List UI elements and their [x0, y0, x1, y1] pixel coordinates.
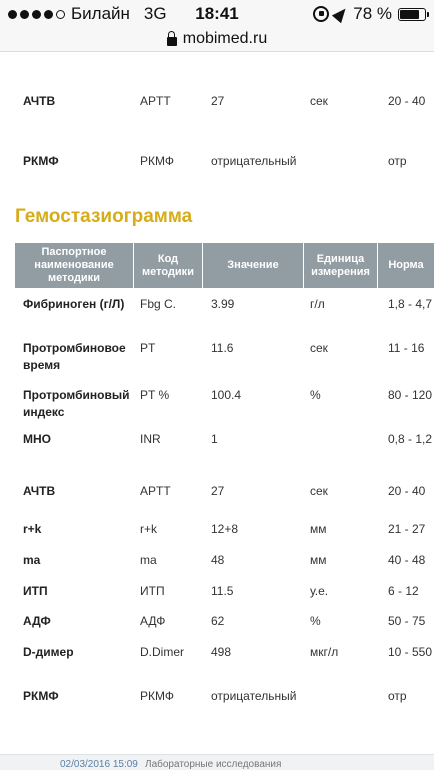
status-bar: [0, 0, 434, 27]
cell-code: INR: [140, 432, 161, 446]
status-right: [313, 4, 426, 24]
cell-norm: отр: [388, 689, 407, 703]
cell-norm: 50 - 75: [388, 614, 426, 628]
cell-value: 100.4: [211, 388, 242, 402]
cell-code: Fbg C.: [140, 297, 177, 311]
header-norm: Норма: [388, 259, 424, 271]
cell-name: РКМФ: [23, 154, 59, 168]
cell-name: ma: [23, 553, 41, 567]
status-time: 18:41: [195, 4, 239, 23]
cell-code: РКМФ: [140, 154, 174, 168]
cell-code: APTT: [140, 94, 171, 108]
cell-name: r+k: [23, 522, 42, 536]
cell-value: 12+8: [211, 522, 239, 536]
cell-unit: мм: [310, 522, 327, 536]
header-code: Код методики: [142, 252, 194, 278]
cell-value: отрицательный: [211, 154, 297, 168]
cell-norm: 20 - 40: [388, 94, 426, 108]
cell-value: 27: [211, 484, 225, 498]
cell-name: ИТП: [23, 584, 48, 598]
rotation-lock-icon: [313, 6, 329, 22]
cell-value: отрицательный: [211, 689, 297, 703]
cell-value: 11.6: [211, 341, 234, 355]
cell-value: 48: [211, 553, 225, 567]
cell-name: АДФ: [23, 614, 51, 628]
cell-norm: отр: [388, 154, 407, 168]
cell-unit: сек: [310, 341, 328, 355]
cell-value: 27: [211, 94, 225, 108]
bottom-label: Лабораторные исследования: [145, 759, 282, 770]
cell-value: 3.99: [211, 297, 235, 311]
cell-norm: 40 - 48: [388, 553, 426, 567]
header-name: Паспортное наименование методики: [34, 246, 114, 284]
cell-code: D.Dimer: [140, 645, 184, 659]
cell-value: 11.5: [211, 584, 234, 598]
cell-code: PT %: [140, 388, 170, 402]
cell-name: АЧТВ: [23, 484, 56, 498]
cell-name: МНО: [23, 432, 51, 446]
cell-code: r+k: [140, 522, 158, 536]
cell-norm: 11 - 16: [388, 341, 425, 355]
header-value: Значение: [227, 259, 279, 271]
cell-code: APTT: [140, 484, 171, 498]
cell-name: Протромбиновое время: [23, 341, 126, 372]
address-bar[interactable]: [0, 27, 434, 52]
cell-name: D-димер: [23, 645, 74, 659]
cell-unit: г/л: [310, 297, 325, 311]
cell-norm: 6 - 12: [388, 584, 419, 598]
cell-code: PT: [140, 341, 156, 355]
cell-unit: у.е.: [310, 584, 329, 598]
cell-name: Протромбиновый индекс: [23, 388, 130, 419]
cell-norm: 80 - 120: [388, 388, 433, 402]
lock-icon: [167, 37, 177, 46]
cell-value: 498: [211, 645, 232, 659]
cell-name: Фибриноген (г/Л): [23, 297, 125, 311]
cell-code: ИТП: [140, 584, 165, 598]
cell-norm: 10 - 550: [388, 645, 433, 659]
cell-norm: 0,8 - 1,2: [388, 432, 433, 446]
bottom-date: 02/03/2016 15:09: [60, 759, 138, 770]
cell-norm: 21 - 27: [388, 522, 426, 536]
cell-unit: %: [310, 614, 321, 628]
bottom-strip: [0, 754, 434, 770]
cell-unit: %: [310, 388, 321, 402]
cell-unit: сек: [310, 484, 328, 498]
table-header: [15, 243, 434, 288]
network-type: 3G: [143, 4, 167, 23]
location-arrow-icon: [332, 5, 350, 23]
cell-unit: мкг/л: [310, 645, 339, 659]
cell-code: АДФ: [140, 614, 166, 628]
battery-percent: 78 %: [353, 4, 392, 23]
cell-name: АЧТВ: [23, 94, 56, 108]
cell-unit: мм: [310, 553, 327, 567]
cell-code: ma: [140, 553, 157, 567]
cell-code: РКМФ: [140, 689, 174, 703]
carrier-name: Билайн: [71, 4, 130, 23]
cell-value: 1: [211, 432, 218, 446]
battery-fill: [400, 10, 419, 19]
cell-norm: 20 - 40: [388, 484, 426, 498]
cell-value: 62: [211, 614, 225, 628]
battery-icon: [398, 8, 426, 21]
header-unit: Единица измерения: [311, 252, 370, 278]
cell-unit: сек: [310, 94, 328, 108]
cell-norm: 1,8 - 4,7: [388, 297, 433, 311]
section-title: Гемостазиограмма: [15, 206, 193, 227]
cell-name: РКМФ: [23, 689, 59, 703]
url-domain: mobimed.ru: [182, 30, 268, 47]
